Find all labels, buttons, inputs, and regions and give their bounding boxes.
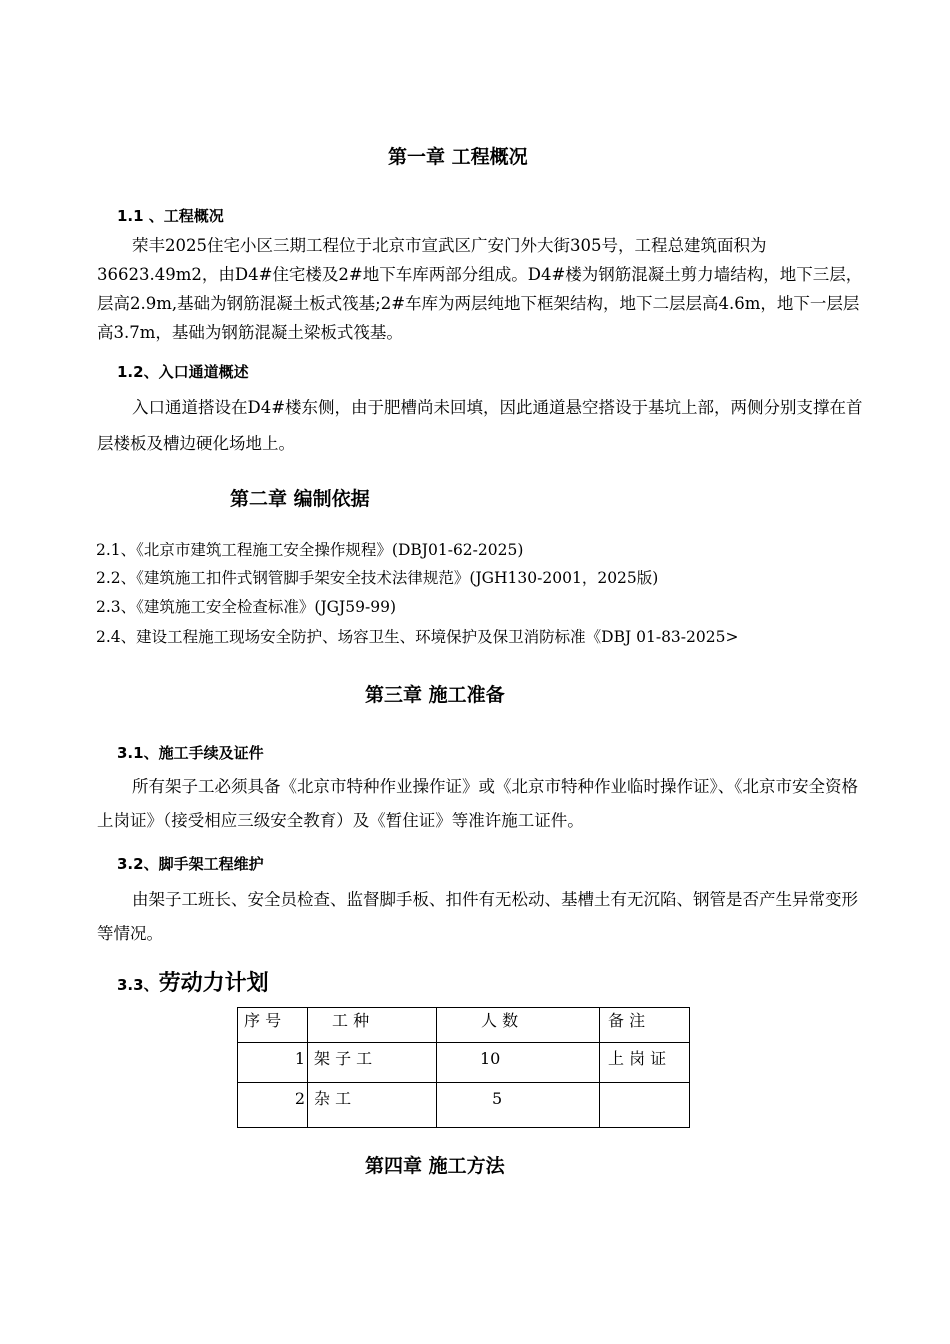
table-row: [238, 1043, 690, 1083]
section-1-1-heading: 1.1 、工程概况: [117, 207, 224, 225]
chapter-4-title: 第四章 施工方法: [365, 1155, 505, 1177]
section-3-3-heading: [117, 966, 269, 997]
reference-item: 2.4、建设工程施工现场安全防护、场容卫生、环境保护及保卫消防标准《DBJ 01-83-2025>: [96, 628, 739, 646]
section-1-1-text: 荣丰2025住宅小区三期工程位于北京市宣武区广安门外大街305号，工程总建筑面积为36623.49m2，由D4#住宅楼及2#地下车库两部分组成。D4#楼为钢筋混凝土剪力墙结构，地下三层，层高2.9m,基础为钢筋混凝土板式筏基;2#车库为两层纯地下框架结构，地下二层层高4.6m，地下一层层高3.7m，基础为钢筋混凝土梁板式筏基。: [97, 236, 863, 342]
table-row: [238, 1083, 690, 1128]
section-3-1-heading: 3.1、施工手续及证件: [117, 744, 264, 762]
table-header-row: [238, 1008, 690, 1043]
table-cell: 架 子 工: [308, 1043, 437, 1083]
section-3-2-heading: 3.2、脚手架工程维护: [117, 855, 264, 873]
section-1-2-text: 入口通道搭设在D4#楼东侧，由于肥槽尚未回填，因此通道悬空搭设于基坑上部，两侧分别支撑在首层楼板及槽边硬化场地上。: [97, 398, 863, 453]
header-cell: 工 种: [308, 1008, 437, 1043]
table-cell: 上 岗 证: [600, 1043, 690, 1083]
section-1-2-heading: 1.2、入口通道概述: [117, 363, 249, 381]
header-cell: 序 号: [238, 1008, 308, 1043]
reference-item: 2.1、《北京市建筑工程施工安全操作规程》(DBJ01-62-2025): [96, 541, 524, 559]
table-cell: 10: [437, 1043, 600, 1083]
table-cell: 杂 工: [308, 1083, 437, 1128]
header-cell: 备 注: [600, 1008, 690, 1043]
section-3-2-text: 由架子工班长、安全员检查、监督脚手板、扣件有无松动、基槽土有无沉陷、钢管是否产生异常变形等情况。: [97, 890, 858, 943]
reference-item: 2.3、《建筑施工安全检查标准》(JGJ59-99): [96, 598, 396, 616]
table-cell: 5: [437, 1083, 600, 1128]
chapter-2-title: 第二章 编制依据: [230, 488, 370, 510]
chapter-1-title: 第一章 工程概况: [388, 146, 528, 168]
table-cell: 2: [238, 1083, 308, 1128]
header-cell: 人 数: [437, 1008, 600, 1043]
section-3-1-text: 所有架子工必须具备《北京市特种作业操作证》或《北京市特种作业临时操作证》、《北京市安全资格上岗证》（接受相应三级安全教育）及《暂住证》等准许施工证件。: [97, 777, 858, 830]
section-3-3-title: 劳动力计划: [158, 971, 269, 996]
table-cell: 1: [238, 1043, 308, 1083]
reference-item: 2.2、《建筑施工扣件式钢管脚手架安全技术法律规范》(JGH130-2001，2025版): [96, 569, 659, 587]
table-cell: [600, 1083, 690, 1128]
chapter-3-title: 第三章 施工准备: [365, 684, 505, 706]
labor-plan-table: [237, 1007, 690, 1128]
section-3-3-number: 3.3、: [117, 976, 159, 994]
